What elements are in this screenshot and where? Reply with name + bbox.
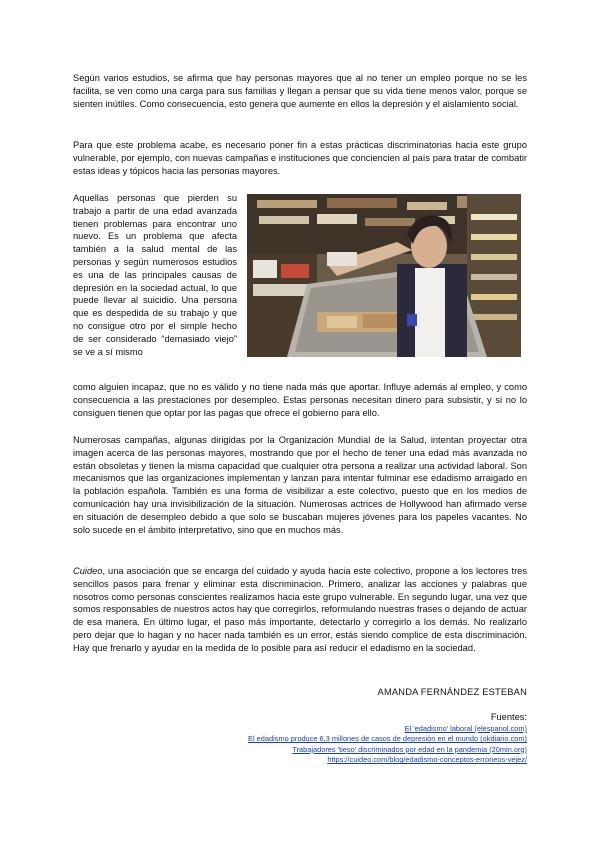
paragraph-4: Numerosas campañas, algunas dirigidas por la Organización Mundial de la Salud, intentan proyectar otra imagen acerca de las personas mayores, mostrando que por el hecho de tener una edad más avanzada no están obsoletas y tienen la misma capacidad que cualquier otra persona a realizar una actividad laboral. Son mecanismos que las organizaciones implementan y lanzan para intentar fulminar ese edadismo arraigado en la población española. También es una forma de visibilizar a este colectivo, puesto que en los medios de comunicación hay una invisibilización de la situación. Numerosas actrices de Hollywood han afirmado verse en situación de desempleo debido a que solo se buscaban mujeres jóvenes para los papeles vacantes. No solo sucede en el ámbito interpretativo, sino que en muchos más. — [73, 435, 527, 535]
author-name: AMANDA FERNÁNDEZ ESTEBAN — [377, 687, 527, 697]
paragraph-5 — [73, 565, 527, 655]
source-link-1[interactable]: El 'edadismo' laboral (elespanol.com) — [404, 724, 527, 733]
paragraph-1: Según varios estudios, se afirma que hay personas mayores que al no tener un empleo porque no se les facilita, se ven como una carga para sus familias y llegan a pensar que su vida tiene menos valor, porque se sienten inútiles. Como consecuencia, esto genera que aumente en ellos la depresión y el aislamiento social. — [73, 73, 527, 109]
source-link-4[interactable]: https://cuideo.com/blog/edadismo-conceptos-erroneos-vejez/ — [327, 755, 527, 765]
paragraph-3-wrapped: Aquellas personas que pierden su trabajo a partir de una edad avanzada tienen problemas para encontrar uno nuevo. Es un problema que afecta también a la salud mental de las personas y según numerosos estudios es una de las principales causas de depresión en la sociedad actual, lo que puede llevar al suicidio. Una persona que es despedida de su trabajo y que no consigue otro por el simple hecho de ser considerado “demasiado viejo” se ve a sí mismo — [73, 193, 237, 357]
paragraph-5-text: , una asociación que se encarga del cuidado y ayuda hacia este colectivo, propone a los lectores tres sencillos pasos para frenar y eliminar esta discriminacion. Primero, analizar las acciones y palabras que nosotros como personas conscientes realizamos hacia este grupo vulnerable. En segundo lugar, una vez que somos responsables de nuestros actos hay que corregirlos, reformulando nuestras frases o dejando de actuar de esa manera. En último lugar, el paso más importante, detectarlo y corregirlo a los demás. No realizarlo pero dejar que lo hagan y no hacer nada también es un error, estás siendo complice de esta discriminación. Hay que frenarlo y ayudar en la medida de lo posible para así reducir el edadismo en la sociedad. — [73, 566, 527, 653]
paragraph-3-continued: como alguien incapaz, que no es válido y no tiene nada más que aportar. Influye además al empleo, y como consecuencia a las prestaciones por desempleo. Estas personas necesitan dinero para subsistir, y si no lo consiguen tienen que optar por las pagas que ofrece el gobierno para ello. — [73, 382, 527, 418]
sources-list — [248, 724, 527, 766]
source-link-3[interactable]: Trabajadores 'tieso' discriminados por edad en la pandemia (20min.org) — [292, 744, 527, 754]
paragraph-2: Para que este problema acabe, es necesario poner fin a estas prácticas discriminatorias hacia este grupo vulnerable, por ejemplo, con nuevas campañas e instituciones que conciencien al país para tratar de combatir estas ideas y tópicos hacia las personas mayores. — [73, 140, 527, 176]
sources-title: Fuentes: — [490, 712, 527, 722]
shopkeeper-photo — [247, 194, 521, 357]
cuideo-name: Cuideo — [73, 566, 103, 576]
source-link-2[interactable]: El edadismo produce 6,3 millones de casos de depresión en el mundo (okdiario.com) — [248, 734, 527, 744]
